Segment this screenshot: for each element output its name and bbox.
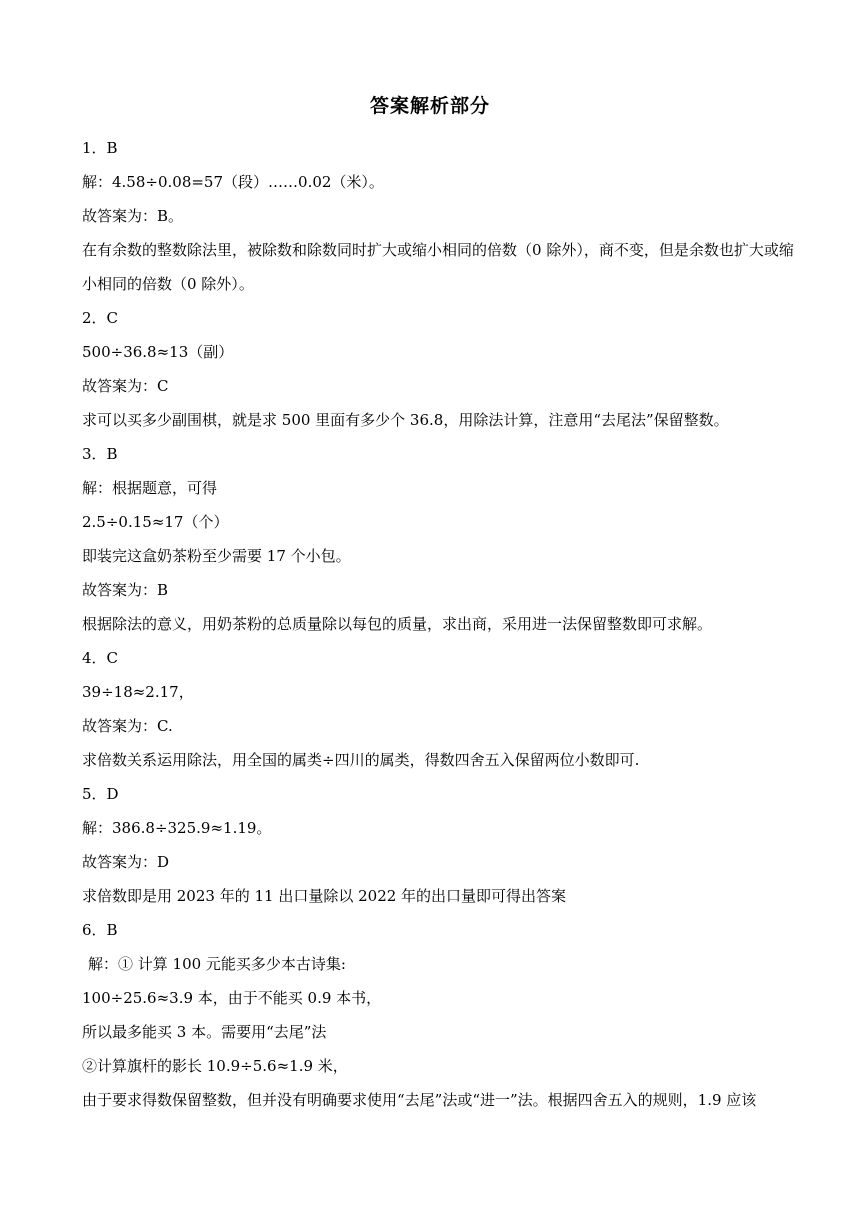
answer-6-step-2-explanation: 由于要求得数保留整数，但并没有明确要求使用“去尾”法或“进一”法。根据四舍五入的规则，1.9 应该 (82, 1091, 757, 1109)
answer-5-solution: 解：386.8÷325.9≈1.19。 (82, 819, 272, 837)
answer-5-result: 故答案为：D (82, 853, 170, 871)
answer-4-result: 故答案为：C. (82, 717, 173, 735)
answer-6-heading: 6．B (82, 921, 118, 939)
answer-6-step-1: 解：① 计算 100 元能买多少本古诗集: (88, 955, 346, 973)
answer-4-solution: 39÷18≈2.17， (82, 683, 194, 701)
answer-3-calculation: 2.5÷0.15≈17（个） (82, 513, 229, 531)
answer-content (82, 131, 794, 1117)
answer-1-solution: 解：4.58÷0.08=57（段）……0.02（米）。 (82, 173, 384, 191)
answer-4-explanation: 求倍数关系运用除法，用全国的属类÷四川的属类，得数四舍五入保留两位小数即可. (82, 751, 640, 769)
answer-2-explanation: 求可以买多少副围棋，就是求 500 里面有多少个 36.8，用除法计算，注意用“去尾法”保留整数。 (82, 411, 729, 429)
answer-2-solution: 500÷36.8≈13（副） (82, 343, 234, 361)
answer-3-result: 故答案为：B (82, 581, 169, 599)
answer-5-explanation: 求倍数即是用 2023 年的 11 出口量除以 2022 年的出口量即可得出答案 (82, 887, 567, 905)
answer-3-explanation: 根据除法的意义，用奶茶粉的总质量除以每包的质量，求出商，采用进一法保留整数即可求解。 (82, 615, 713, 633)
answer-3-conclusion: 即装完这盒奶茶粉至少需要 17 个小包。 (82, 547, 351, 565)
answer-4-heading: 4．C (82, 649, 119, 667)
answer-6-step-1-conclusion: 所以最多能买 3 本。需要用“去尾”法 (82, 1023, 327, 1041)
answer-2-result: 故答案为：C (82, 377, 169, 395)
answer-1-explanation: 在有余数的整数除法里，被除数和除数同时扩大或缩小相同的倍数（0 除外），商不变，但是余数也扩大或缩小相同的倍数（0 除外）。 (82, 241, 794, 293)
answer-1-result: 故答案为：B。 (82, 207, 184, 225)
answer-2-heading: 2．C (82, 309, 119, 327)
answer-5-heading: 5．D (82, 785, 119, 803)
answer-1-heading: 1．B (82, 139, 118, 157)
page-title: 答案解析部分 (369, 95, 490, 117)
answer-6-step-1-calculation: 100÷25.6≈3.9 本，由于不能买 0.9 本书， (82, 989, 382, 1007)
answer-3-solution: 解：根据题意，可得 (82, 479, 218, 497)
answer-3-heading: 3．B (82, 445, 118, 463)
answer-6-step-2: ②计算旗杆的影长 10.9÷5.6≈1.9 米， (82, 1057, 348, 1075)
